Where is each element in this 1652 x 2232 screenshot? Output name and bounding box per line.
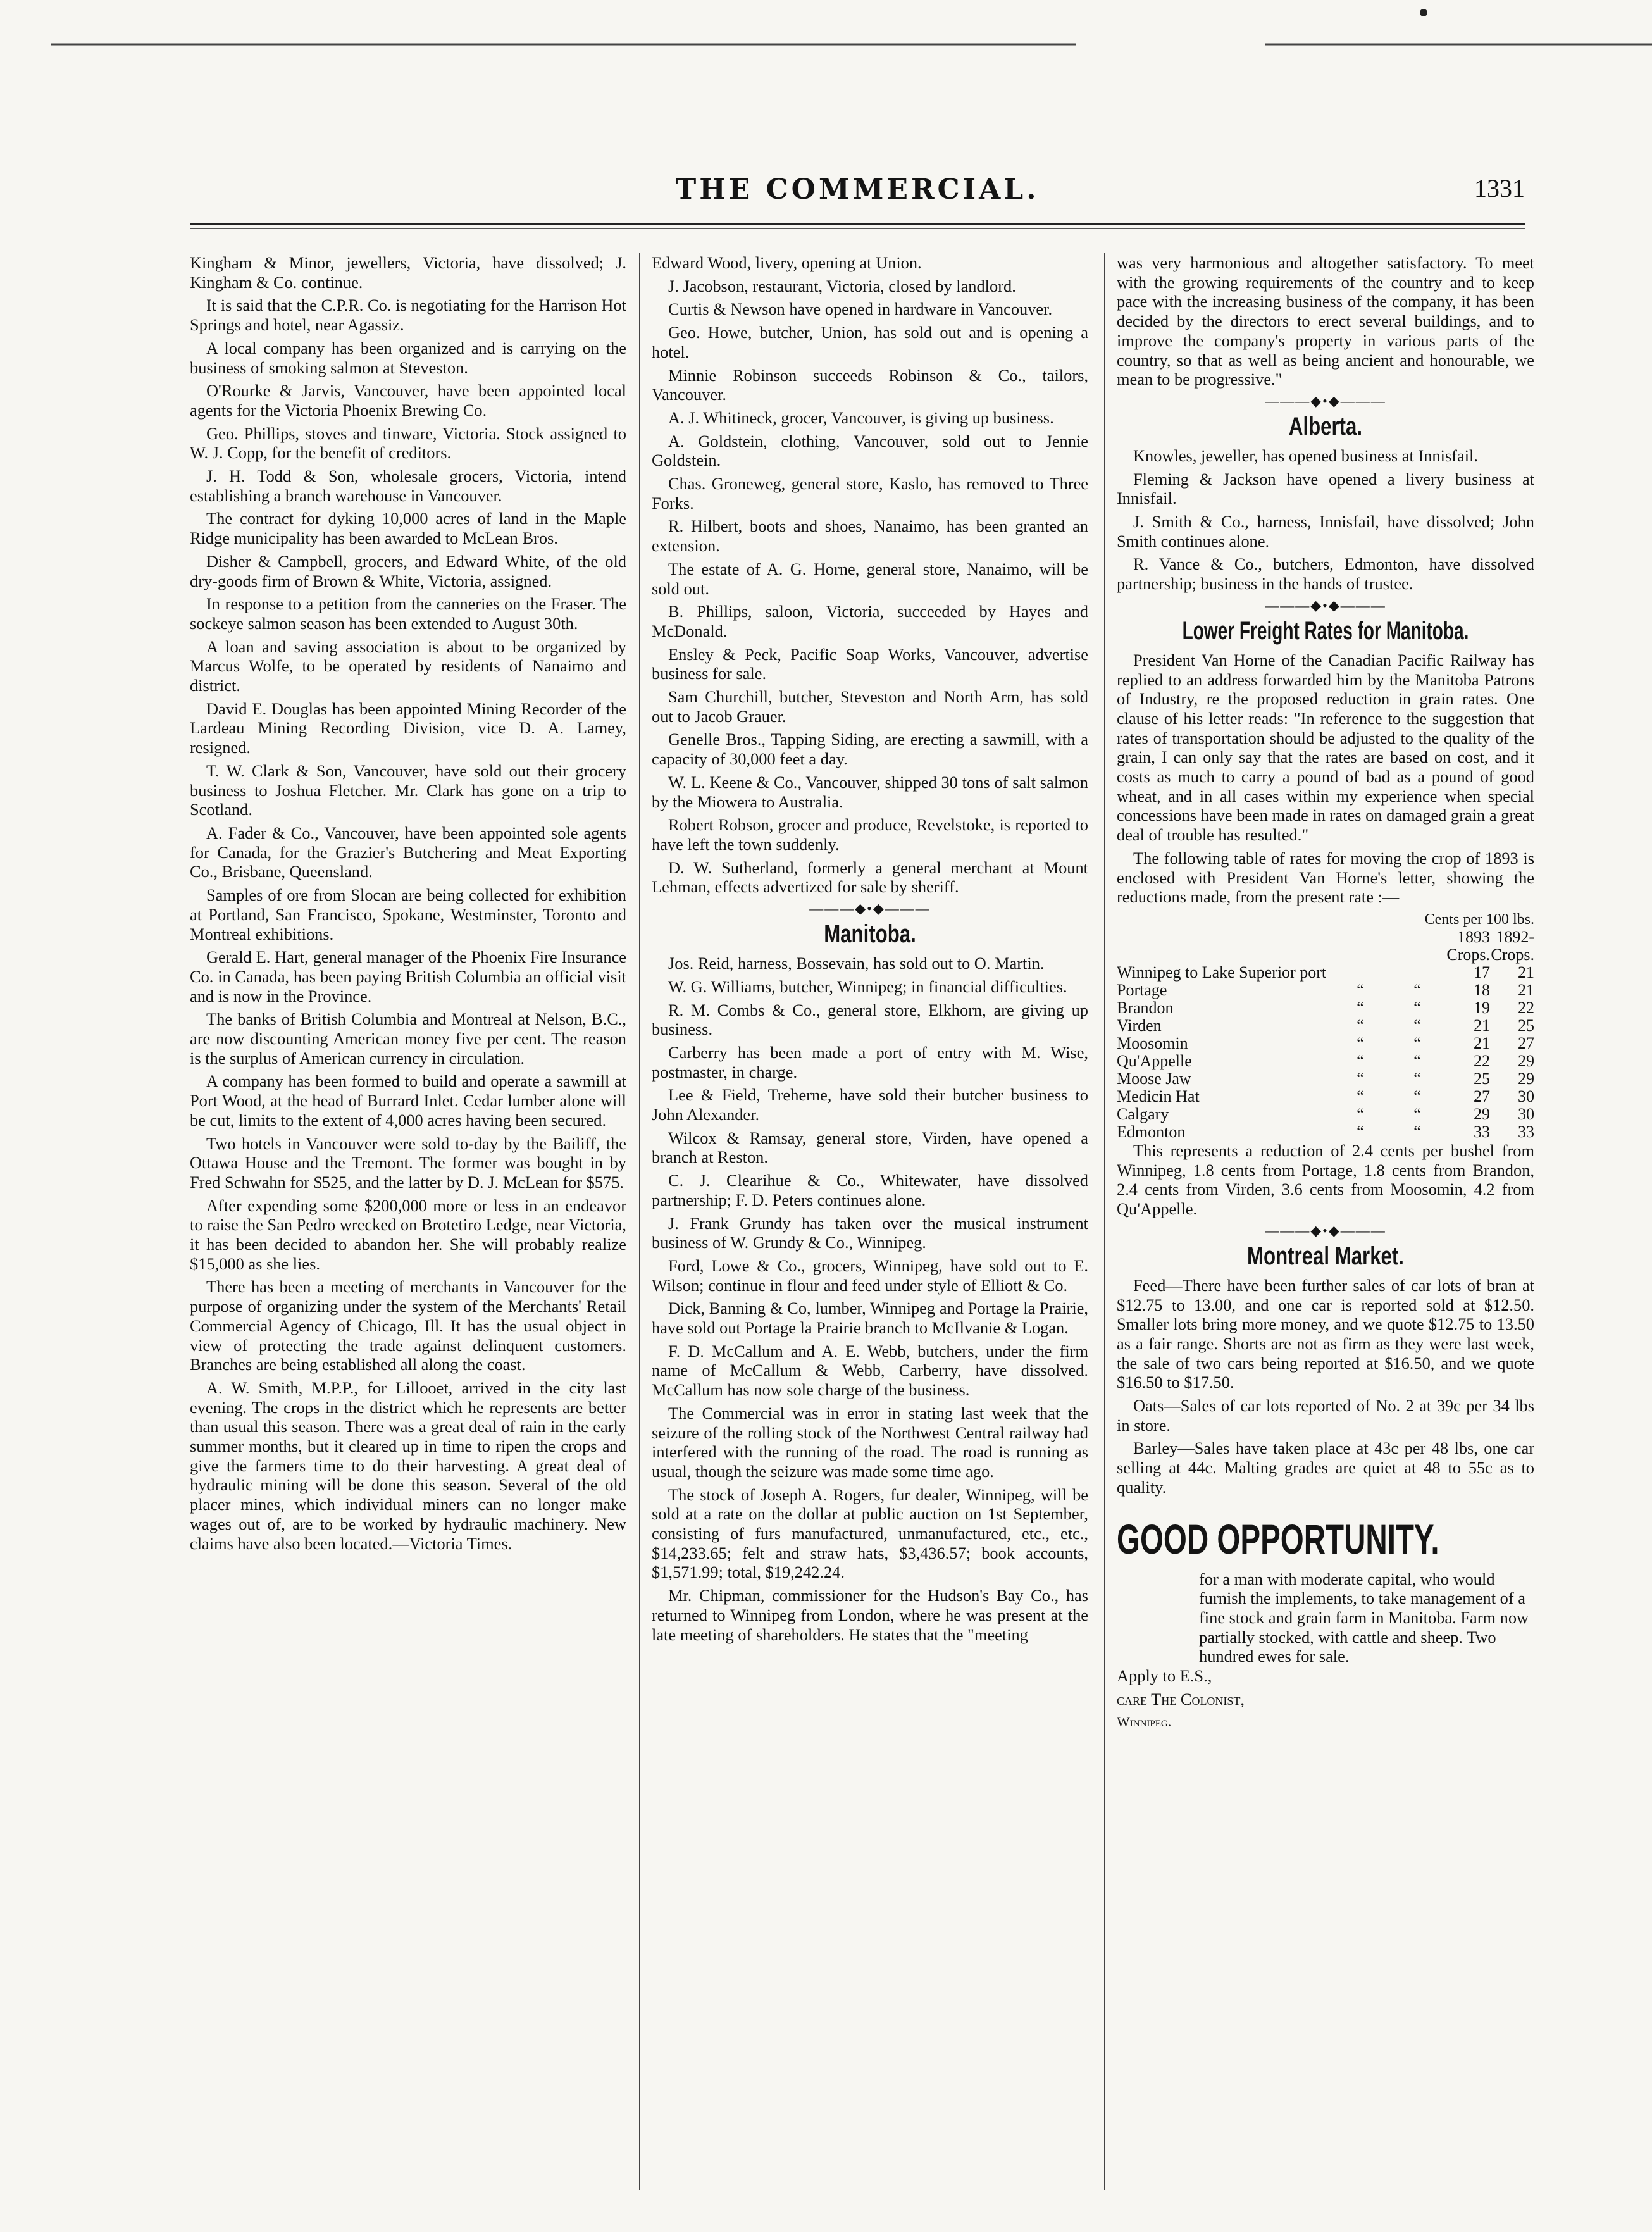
masthead-rule-thin bbox=[190, 228, 1525, 229]
news-item: Kingham & Minor, jewellers, Victoria, have dissolved; J. Kingham & Co. continue. bbox=[190, 253, 626, 292]
route-cell: Calgary bbox=[1117, 1104, 1169, 1123]
ditto-mark: “ bbox=[1413, 1104, 1421, 1123]
table-row bbox=[1117, 1123, 1534, 1141]
news-item: In response to a petition from the canneries on the Fraser. The sockeye salmon season has been extended to August 30th. bbox=[190, 594, 626, 633]
rates-table-unit: Cents per 100 lbs. bbox=[1424, 911, 1534, 928]
news-item: Carberry has been made a port of entry with M. Wise, postmaster, in charge. bbox=[652, 1042, 1088, 1082]
section-heading-manitoba: Manitoba. bbox=[824, 920, 916, 949]
news-item: Geo. Howe, butcher, Union, has sold out and is opening a hotel. bbox=[652, 323, 1088, 361]
table-row bbox=[1117, 1052, 1534, 1070]
section-divider: ———◆•◆——— bbox=[809, 901, 931, 917]
rate-1893: 22 bbox=[1474, 1051, 1490, 1070]
ditto-mark: “ bbox=[1413, 1016, 1421, 1035]
rate-1893: 19 bbox=[1474, 998, 1490, 1017]
column-header: 1893 bbox=[1457, 927, 1490, 946]
route-cell: Portage bbox=[1117, 980, 1167, 999]
section-heading-alberta: Alberta. bbox=[1288, 412, 1363, 440]
route-cell: Virden bbox=[1117, 1016, 1162, 1035]
news-item: Jos. Reid, harness, Bossevain, has sold out to O. Martin. bbox=[668, 954, 1045, 973]
news-item: The contract for dyking 10,000 acres of land in the Maple Ridge municipality has been awarded to McLean Bros. bbox=[190, 509, 626, 548]
news-item: A. J. Whitineck, grocer, Vancouver, is giving up business. bbox=[668, 408, 1054, 427]
table-row bbox=[1117, 1070, 1534, 1088]
rate-1893: 17 bbox=[1474, 963, 1490, 982]
news-item: Two hotels in Vancouver were sold to-day by the Bailiff, the Ottawa House and the Tremont. The former was bought in by Fred Schwahn for $525, and the latter by D. J. McLean for $575. bbox=[190, 1133, 626, 1192]
ditto-mark: “ bbox=[1357, 1033, 1364, 1052]
market-item: Oats—Sales of car lots reported of No. 2 at 39c per 34 lbs in store. bbox=[1117, 1396, 1534, 1435]
news-item: The estate of A. G. Horne, general store, Nanaimo, will be sold out. bbox=[652, 559, 1088, 598]
article-paragraph: The following table of rates for moving the crop of 1893 is enclosed with President Van Horne's letter, showing the reductions made, from the present rate :— bbox=[1117, 848, 1534, 907]
table-row bbox=[1117, 982, 1534, 999]
news-item-continued: was very harmonious and altogether satisfactory. To meet with the growing requirements of the country and to keep pace with the increasing business of the company, it has been decided by the directors to erect several buildings, and to improve the company's property in various parts of the country, so that as well as being ancient and honourable, we mean to be progressive." bbox=[1117, 253, 1534, 389]
rate-1893: 21 bbox=[1474, 1033, 1490, 1052]
rate-1892: 27 bbox=[1518, 1033, 1534, 1052]
news-item: It is said that the C.P.R. Co. is negotiating for the Harrison Hot Springs and hotel, near Agassiz. bbox=[190, 296, 626, 335]
news-item: Dick, Banning & Co, lumber, Winnipeg and Portage la Prairie, have sold out Portage la Prairie branch to McIlvanie & Logan. bbox=[652, 1299, 1088, 1338]
advertisement-care-of: care The Colonist, bbox=[1117, 1689, 1245, 1709]
news-item: J. Frank Grundy has taken over the musical instrument business of W. Grundy & Co., Winnipeg. bbox=[652, 1213, 1088, 1252]
ditto-mark: “ bbox=[1357, 1016, 1364, 1035]
ditto-mark: “ bbox=[1413, 1087, 1421, 1106]
table-row bbox=[1117, 1088, 1534, 1106]
news-item: The banks of British Columbia and Montreal at Nelson, B.C., are now discounting American money five per cent. The reason is the surplus of American currency in circulation. bbox=[190, 1009, 626, 1068]
table-row bbox=[1117, 1017, 1534, 1035]
news-item: A. Goldstein, clothing, Vancouver, sold out to Jennie Goldstein. bbox=[652, 431, 1088, 470]
news-item: The Commercial was in error in stating last week that the seizure of the rolling stock of the Northwest Central railway had interfered with the running of the road. The road is running as usual, though the seizure was made some time ago. bbox=[652, 1403, 1088, 1481]
section-divider: ———◆•◆——— bbox=[1265, 597, 1386, 613]
advertisement-body bbox=[1199, 1569, 1534, 1667]
ditto-mark: “ bbox=[1413, 1122, 1421, 1141]
freight-rates-table bbox=[1117, 928, 1534, 1141]
news-item: J. Smith & Co., harness, Innisfail, have dissolved; John Smith continues alone. bbox=[1117, 512, 1534, 551]
market-item: Feed—There have been further sales of car lots of bran at $12.75 to 13.00, and one car is reported sold at $12.50. Smaller lots bring more money, and we quote $12.75 to 13.50 as a fair range. Shorts are not as firm as they were last week, the sale of two cars being reported at $16.50, and we quote $16.50 to $17.50. bbox=[1117, 1275, 1534, 1392]
rate-1892: 29 bbox=[1518, 1069, 1534, 1088]
advertisement-heading: GOOD OPPORTUNITY. bbox=[1117, 1515, 1439, 1562]
table-header-row bbox=[1117, 928, 1534, 946]
news-item: A company has been formed to build and operate a sawmill at Port Wood, at the head of Burrard Inlet. Cedar lumber alone will be cut, limits to the extent of 4,000 acres having been secured. bbox=[190, 1071, 626, 1130]
section-heading-montreal: Montreal Market. bbox=[1247, 1242, 1404, 1270]
top-edge-marks bbox=[0, 0, 1652, 76]
news-item: B. Phillips, saloon, Victoria, succeeded by Hayes and McDonald. bbox=[652, 602, 1088, 640]
ditto-mark: “ bbox=[1357, 1087, 1364, 1106]
masthead-rule bbox=[190, 223, 1525, 225]
page-top-edge bbox=[0, 0, 1652, 76]
ditto-mark: “ bbox=[1413, 998, 1421, 1017]
news-item: J. Jacobson, restaurant, Victoria, closed by landlord. bbox=[668, 276, 1016, 296]
rate-1893: 21 bbox=[1474, 1016, 1490, 1035]
news-item: A loan and saving association is about to be organized by Marcus Wolfe, to be operated by residents of Nanaimo and district. bbox=[190, 637, 626, 695]
news-item: Disher & Campbell, grocers, and Edward White, of the old dry-goods firm of Brown & White, Victoria, assigned. bbox=[190, 551, 626, 590]
rate-1892: 30 bbox=[1518, 1087, 1534, 1106]
news-item: A. W. Smith, M.P.P., for Lillooet, arrived in the city last evening. The crops in the district which he represents are better than usual this season. There was a great deal of rain in the early summer months, but it cleared up in time to ripen the crops and give the farmers time to do their harvesting. A great deal of hydraulic mining will be done this season. Several of the old placer mines, which individual miners can no longer make wages out of, are to be worked by hydraulic machinery. New claims have also been located.—Victoria Times. bbox=[190, 1378, 626, 1553]
news-item: J. H. Todd & Son, wholesale grocers, Victoria, intend establishing a branch warehouse in Vancouver. bbox=[190, 466, 626, 505]
news-item: W. L. Keene & Co., Vancouver, shipped 30 tons of salt salmon by the Miowera to Australia. bbox=[652, 772, 1088, 811]
news-item: T. W. Clark & Son, Vancouver, have sold out their grocery business to Joshua Fletcher. Mr. Clark has gone on a trip to Scotland. bbox=[190, 761, 626, 820]
ditto-mark: “ bbox=[1357, 1122, 1364, 1141]
news-item: Edward Wood, livery, opening at Union. bbox=[652, 253, 922, 272]
advertisement-text: for a man with moderate capital, who would furnish the implements, to take management of a fine stock and grain farm in Manitoba. Farm now partially stocked, with cattle and sheep. Two hundred ewes for sale. bbox=[1199, 1569, 1529, 1666]
rate-1892: 22 bbox=[1518, 998, 1534, 1017]
column-header: Crops. bbox=[1446, 945, 1490, 964]
masthead bbox=[190, 171, 1525, 215]
news-item: Curtis & Newson have opened in hardware in Vancouver. bbox=[668, 299, 1053, 319]
news-item: Sam Churchill, butcher, Steveston and North Arm, has sold out to Jacob Grauer. bbox=[652, 687, 1088, 726]
section-divider: ———◆•◆——— bbox=[1265, 1222, 1386, 1238]
news-item: Ensley & Peck, Pacific Soap Works, Vancouver, advertise business for sale. bbox=[652, 644, 1088, 683]
news-item: Knowles, jeweller, has opened business at Innisfail. bbox=[1133, 446, 1478, 465]
ditto-mark: “ bbox=[1413, 1033, 1421, 1052]
news-item: There has been a meeting of merchants in Vancouver for the purpose of organizing under the system of the Merchants' Retail Commercial Agency of Chicago, Ill. It has the usual object in view of protecting the trade against delinquent customers. Branches are being established all along the coast. bbox=[190, 1277, 626, 1375]
news-item: W. G. Williams, butcher, Winnipeg; in financial difficulties. bbox=[668, 976, 1067, 996]
news-item: Genelle Bros., Tapping Siding, are erecting a sawmill, with a capacity of 30,000 feet a day. bbox=[652, 730, 1088, 769]
advertisement-city: Winnipeg. bbox=[1117, 1714, 1172, 1730]
news-item: Minnie Robinson succeeds Robinson & Co., tailors, Vancouver. bbox=[652, 365, 1088, 404]
rate-1893: 33 bbox=[1474, 1122, 1490, 1141]
news-item: A. Fader & Co., Vancouver, have been appointed sole agents for Canada, for the Grazier's Butchering and Meat Exporting Co., Brisbane, Queensland. bbox=[190, 823, 626, 882]
news-item: The stock of Joseph A. Rogers, fur dealer, Winnipeg, will be sold at a rate on the dollar at public auction on 1st September, consisting of furs manufactured, unmanufactured, etc., etc., $14,233.65; felt and straw hats, $3,436.57; book accounts, $1,571.99; total, $19,242.24. bbox=[652, 1485, 1088, 1582]
news-item: Ford, Lowe & Co., grocers, Winnipeg, have sold out to E. Wilson; continue in flour and feed under style of Elliott & Co. bbox=[652, 1256, 1088, 1295]
news-item: R. M. Combs & Co., general store, Elkhorn, are giving up business. bbox=[652, 1000, 1088, 1039]
news-item: O'Rourke & Jarvis, Vancouver, have been appointed local agents for the Victoria Phoenix Brewing Co. bbox=[190, 381, 626, 420]
news-item: Chas. Groneweg, general store, Kaslo, has removed to Three Forks. bbox=[652, 474, 1088, 513]
news-item: D. W. Sutherland, formerly a general merchant at Mount Lehman, effects advertized for sale by sheriff. bbox=[652, 857, 1088, 897]
news-item: A local company has been organized and is carrying on the business of smoking salmon at Steveston. bbox=[190, 338, 626, 377]
rate-1892: 29 bbox=[1518, 1051, 1534, 1070]
column-3 bbox=[1117, 253, 1534, 1736]
route-cell: Moose Jaw bbox=[1117, 1069, 1191, 1088]
route-cell: Moosomin bbox=[1117, 1033, 1188, 1052]
route-cell: Brandon bbox=[1117, 998, 1174, 1017]
rate-1892: 21 bbox=[1518, 980, 1534, 999]
ditto-mark: “ bbox=[1357, 1051, 1364, 1070]
route-cell: Winnipeg to Lake Superior port bbox=[1117, 963, 1327, 982]
column-header: Crops. bbox=[1491, 945, 1534, 964]
article-paragraph: This represents a reduction of 2.4 cents per bushel from Winnipeg, 1.8 cents from Portage, 1.8 cents from Brandon, 2.4 cents from Virden, 3.6 cents from Moosomin, 4.2 from Qu'Appelle. bbox=[1117, 1140, 1534, 1219]
news-item: Gerald E. Hart, general manager of the Phoenix Fire Insurance Co. in Canada, has been paying British Columbia an official visit and is now in the Province. bbox=[190, 947, 626, 1006]
newspaper-title: THE COMMERCIAL. bbox=[675, 173, 1040, 206]
section-divider: ———◆•◆——— bbox=[1265, 392, 1386, 409]
table-row bbox=[1117, 1106, 1534, 1123]
rate-1892: 25 bbox=[1518, 1016, 1534, 1035]
advertisement-apply: Apply to E.S., bbox=[1117, 1666, 1212, 1686]
table-row bbox=[1117, 1035, 1534, 1052]
news-item: David E. Douglas has been appointed Mining Recorder of the Lardeau Mining Recording Division, vice D. A. Lamey, resigned. bbox=[190, 699, 626, 758]
news-item: Geo. Phillips, stoves and tinware, Victoria. Stock assigned to W. J. Copp, for the benefit of creditors. bbox=[190, 423, 626, 463]
column-rule-1 bbox=[639, 253, 640, 2190]
rate-1892: 21 bbox=[1518, 963, 1534, 982]
news-item: Wilcox & Ramsay, general store, Virden, have opened a branch at Reston. bbox=[652, 1128, 1088, 1167]
rate-1893: 18 bbox=[1474, 980, 1490, 999]
ditto-mark: “ bbox=[1413, 980, 1421, 999]
route-cell: Medicin Hat bbox=[1117, 1087, 1200, 1106]
column-1 bbox=[190, 253, 626, 1557]
rate-1892: 33 bbox=[1518, 1122, 1534, 1141]
ditto-mark: “ bbox=[1357, 998, 1364, 1017]
section-heading-freight: Lower Freight Rates for Manitoba. bbox=[1182, 616, 1469, 645]
page-number: 1331 bbox=[1474, 174, 1525, 203]
rate-1893: 25 bbox=[1474, 1069, 1490, 1088]
news-item: C. J. Clearihue & Co., Whitewater, have dissolved partnership; F. D. Peters continues alone. bbox=[652, 1171, 1088, 1209]
rate-1893: 27 bbox=[1474, 1087, 1490, 1106]
table-row bbox=[1117, 964, 1534, 982]
ditto-mark: “ bbox=[1413, 1051, 1421, 1070]
route-cell: Edmonton bbox=[1117, 1122, 1186, 1141]
news-item: Samples of ore from Slocan are being collected for exhibition at Portland, San Francisco, Spokane, Westminster, Toronto and Montreal exhibitions. bbox=[190, 885, 626, 944]
rate-1893: 29 bbox=[1474, 1104, 1490, 1123]
news-item: Lee & Field, Treherne, have sold their butcher business to John Alexander. bbox=[652, 1085, 1088, 1125]
rate-1892: 30 bbox=[1518, 1104, 1534, 1123]
ditto-mark: “ bbox=[1357, 1069, 1364, 1088]
column-header: 1892- bbox=[1496, 927, 1534, 946]
news-item: R. Hilbert, boots and shoes, Nanaimo, has been granted an extension. bbox=[652, 516, 1088, 556]
table-row bbox=[1117, 999, 1534, 1017]
news-item: Fleming & Jackson have opened a livery business at Innisfail. bbox=[1117, 469, 1534, 508]
article-paragraph: President Van Horne of the Canadian Pacific Railway has replied to an address forwarded him by the Manitoba Patrons of Industry, re the proposed reduction in grain rates. One clause of his letter reads: "In reference to the suggestion that rates of transportation should be adjusted to the quality of the grain, I can only say that the rates are based on cost, and it costs as much to carry a pound of bad as a pound of good wheat, and in all cases within my experience when special concessions have been made in rates on damaged grain a great deal of trouble has resulted." bbox=[1117, 650, 1534, 845]
table-header-row bbox=[1117, 946, 1534, 964]
column-rule-2 bbox=[1104, 253, 1105, 2190]
news-item: R. Vance & Co., butchers, Edmonton, have dissolved partnership; business in the hands of trustee. bbox=[1117, 554, 1534, 594]
market-item: Barley—Sales have taken place at 43c per 48 lbs, one car selling at 44c. Malting grades are quiet at 48 to 55c as to quality. bbox=[1117, 1438, 1534, 1497]
news-item: Mr. Chipman, commissioner for the Hudson's Bay Co., has returned to Winnipeg from London, where he was present at the late meeting of shareholders. He states that the "meeting bbox=[652, 1586, 1088, 1644]
column-2 bbox=[652, 253, 1088, 1648]
route-cell: Qu'Appelle bbox=[1117, 1051, 1192, 1070]
news-item: Robert Robson, grocer and produce, Revelstoke, is reported to have left the town suddenly. bbox=[652, 815, 1088, 854]
news-item: After expending some $200,000 more or less in an endeavor to raise the San Pedro wrecked on Brotetiro Ledge, near Victoria, it has been decided to abandon her. She will probably realize $15,000 as she lies. bbox=[190, 1195, 626, 1273]
ditto-mark: “ bbox=[1357, 1104, 1364, 1123]
news-item: F. D. McCallum and A. E. Webb, butchers, under the firm name of McCallum & Webb, Carberry, have dissolved. McCallum has now sole charge of the business. bbox=[652, 1341, 1088, 1400]
ditto-mark: “ bbox=[1413, 1069, 1421, 1088]
ditto-mark: “ bbox=[1357, 980, 1364, 999]
